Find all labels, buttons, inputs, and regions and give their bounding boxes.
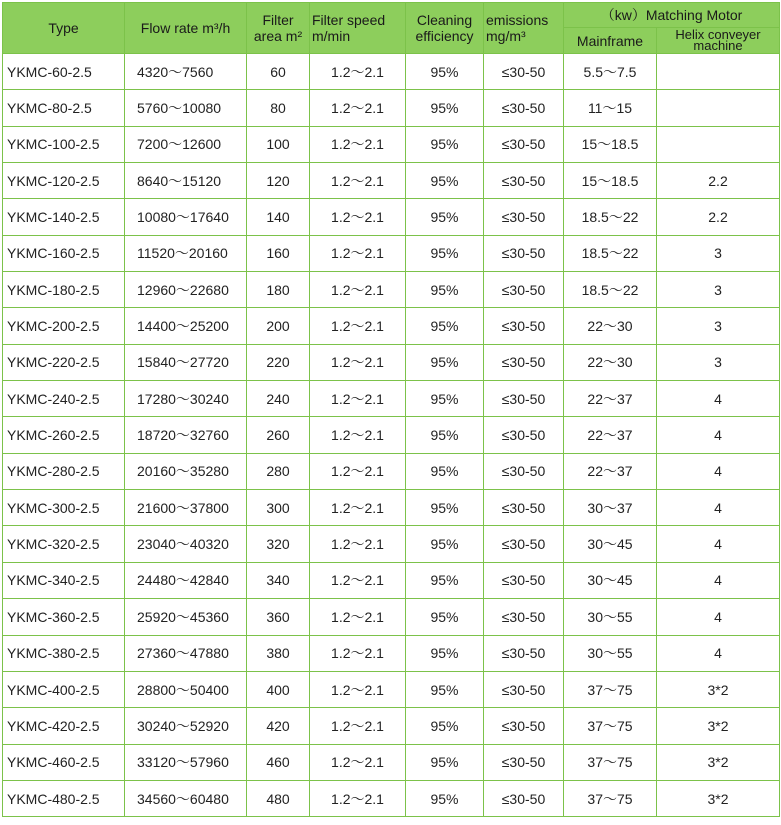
cell-type: YKMC-100-2.5 (3, 126, 125, 162)
cell-emissions: ≤30-50 (484, 453, 564, 489)
cell-type: YKMC-260-2.5 (3, 417, 125, 453)
cell-mainframe: 22～30 (564, 344, 657, 380)
cell-flow-rate: 18720～32760 (125, 417, 247, 453)
cell-emissions: ≤30-50 (484, 344, 564, 380)
cell-cleaning-efficiency: 95% (406, 635, 484, 671)
cell-mainframe: 22～37 (564, 417, 657, 453)
header-cleaning-line2: efficiency (415, 28, 474, 44)
cell-filter-area: 260 (247, 417, 310, 453)
table-row (3, 163, 780, 199)
cell-flow-rate: 27360～47880 (125, 635, 247, 671)
cell-emissions: ≤30-50 (484, 126, 564, 162)
cell-helix-conveyer: 3 (657, 344, 780, 380)
cell-filter-area: 240 (247, 381, 310, 417)
cell-filter-speed: 1.2～2.1 (310, 708, 406, 744)
cell-flow-rate: 20160～35280 (125, 453, 247, 489)
cell-flow-rate: 34560～60480 (125, 780, 247, 816)
cell-filter-area: 360 (247, 599, 310, 635)
cell-emissions: ≤30-50 (484, 635, 564, 671)
cell-filter-area: 200 (247, 308, 310, 344)
cell-emissions: ≤30-50 (484, 780, 564, 816)
cell-emissions: ≤30-50 (484, 417, 564, 453)
cell-mainframe: 18.5～22 (564, 235, 657, 271)
header-type: Type (3, 3, 125, 54)
cell-filter-area: 420 (247, 708, 310, 744)
cell-filter-speed: 1.2～2.1 (310, 490, 406, 526)
cell-cleaning-efficiency: 95% (406, 163, 484, 199)
cell-helix-conveyer: 3 (657, 235, 780, 271)
cell-type: YKMC-360-2.5 (3, 599, 125, 635)
cell-cleaning-efficiency: 95% (406, 526, 484, 562)
cell-helix-conveyer: 3 (657, 272, 780, 308)
cell-type: YKMC-80-2.5 (3, 90, 125, 126)
cell-mainframe: 11～15 (564, 90, 657, 126)
spec-table (2, 2, 780, 817)
cell-filter-speed: 1.2～2.1 (310, 126, 406, 162)
cell-emissions: ≤30-50 (484, 671, 564, 707)
table-row (3, 490, 780, 526)
cell-filter-area: 220 (247, 344, 310, 380)
cell-flow-rate: 12960～22680 (125, 272, 247, 308)
cell-flow-rate: 8640～15120 (125, 163, 247, 199)
cell-mainframe: 37～75 (564, 671, 657, 707)
cell-mainframe: 15～18.5 (564, 126, 657, 162)
cell-helix-conveyer: 4 (657, 490, 780, 526)
table-row (3, 744, 780, 780)
cell-helix-conveyer: 4 (657, 526, 780, 562)
cell-filter-speed: 1.2～2.1 (310, 635, 406, 671)
table-row (3, 671, 780, 707)
cell-filter-speed: 1.2～2.1 (310, 308, 406, 344)
cell-filter-speed: 1.2～2.1 (310, 54, 406, 90)
cell-mainframe: 30～45 (564, 562, 657, 598)
cell-filter-area: 120 (247, 163, 310, 199)
table-row (3, 453, 780, 489)
cell-flow-rate: 11520～20160 (125, 235, 247, 271)
cell-helix-conveyer (657, 126, 780, 162)
cell-filter-speed: 1.2～2.1 (310, 235, 406, 271)
cell-helix-conveyer: 2.2 (657, 199, 780, 235)
cell-filter-speed: 1.2～2.1 (310, 599, 406, 635)
header-flow-rate: Flow rate m³/h (125, 3, 247, 54)
cell-emissions: ≤30-50 (484, 90, 564, 126)
cell-helix-conveyer: 4 (657, 599, 780, 635)
cell-type: YKMC-320-2.5 (3, 526, 125, 562)
cell-cleaning-efficiency: 95% (406, 90, 484, 126)
cell-filter-speed: 1.2～2.1 (310, 671, 406, 707)
cell-emissions: ≤30-50 (484, 599, 564, 635)
cell-flow-rate: 17280～30240 (125, 381, 247, 417)
cell-cleaning-efficiency: 95% (406, 562, 484, 598)
cell-flow-rate: 15840～27720 (125, 344, 247, 380)
cell-type: YKMC-60-2.5 (3, 54, 125, 90)
table-body (3, 54, 780, 817)
cell-cleaning-efficiency: 95% (406, 199, 484, 235)
cell-helix-conveyer: 3 (657, 308, 780, 344)
header-filter-speed-line2: m/min (312, 28, 351, 44)
cell-flow-rate: 5760～10080 (125, 90, 247, 126)
header-matching-motor: （kw）Matching Motor (564, 3, 780, 28)
cell-type: YKMC-160-2.5 (3, 235, 125, 271)
table-row (3, 90, 780, 126)
header-filter-speed (310, 3, 406, 54)
cell-filter-area: 460 (247, 744, 310, 780)
cell-helix-conveyer: 3*2 (657, 671, 780, 707)
header-emissions-line1: emissions (486, 12, 549, 28)
header-emissions-line2: mg/m³ (486, 28, 526, 44)
cell-type: YKMC-420-2.5 (3, 708, 125, 744)
cell-cleaning-efficiency: 95% (406, 453, 484, 489)
cell-filter-area: 180 (247, 272, 310, 308)
cell-helix-conveyer: 4 (657, 453, 780, 489)
cell-filter-speed: 1.2～2.1 (310, 381, 406, 417)
cell-mainframe: 30～55 (564, 599, 657, 635)
cell-emissions: ≤30-50 (484, 308, 564, 344)
cell-cleaning-efficiency: 95% (406, 417, 484, 453)
cell-filter-speed: 1.2～2.1 (310, 199, 406, 235)
cell-filter-area: 100 (247, 126, 310, 162)
cell-type: YKMC-200-2.5 (3, 308, 125, 344)
header-mainframe: Mainframe (564, 28, 657, 54)
cell-type: YKMC-140-2.5 (3, 199, 125, 235)
cell-type: YKMC-480-2.5 (3, 780, 125, 816)
cell-flow-rate: 28800～50400 (125, 671, 247, 707)
cell-filter-speed: 1.2～2.1 (310, 526, 406, 562)
cell-flow-rate: 23040～40320 (125, 526, 247, 562)
cell-flow-rate: 24480～42840 (125, 562, 247, 598)
cell-type: YKMC-380-2.5 (3, 635, 125, 671)
cell-helix-conveyer: 3*2 (657, 744, 780, 780)
cell-filter-speed: 1.2～2.1 (310, 90, 406, 126)
cell-mainframe: 22～37 (564, 381, 657, 417)
cell-cleaning-efficiency: 95% (406, 235, 484, 271)
cell-emissions: ≤30-50 (484, 744, 564, 780)
table-row (3, 126, 780, 162)
cell-mainframe: 30～55 (564, 635, 657, 671)
header-helix-line1: Helix conveyer (675, 27, 761, 42)
cell-mainframe: 37～75 (564, 744, 657, 780)
cell-cleaning-efficiency: 95% (406, 780, 484, 816)
header-filter-area-line1: Filter (262, 12, 294, 28)
cell-mainframe: 15～18.5 (564, 163, 657, 199)
cell-filter-area: 320 (247, 526, 310, 562)
cell-type: YKMC-180-2.5 (3, 272, 125, 308)
cell-mainframe: 37～75 (564, 708, 657, 744)
header-cleaning-line1: Cleaning (416, 12, 473, 28)
cell-mainframe: 18.5～22 (564, 272, 657, 308)
cell-type: YKMC-300-2.5 (3, 490, 125, 526)
cell-mainframe: 22～37 (564, 453, 657, 489)
cell-type: YKMC-280-2.5 (3, 453, 125, 489)
cell-filter-speed: 1.2～2.1 (310, 344, 406, 380)
cell-type: YKMC-240-2.5 (3, 381, 125, 417)
cell-cleaning-efficiency: 95% (406, 381, 484, 417)
cell-emissions: ≤30-50 (484, 562, 564, 598)
cell-filter-area: 480 (247, 780, 310, 816)
header-cleaning-efficiency (406, 3, 484, 54)
cell-flow-rate: 10080～17640 (125, 199, 247, 235)
table-row (3, 562, 780, 598)
cell-cleaning-efficiency: 95% (406, 708, 484, 744)
table-row (3, 526, 780, 562)
cell-filter-area: 80 (247, 90, 310, 126)
cell-cleaning-efficiency: 95% (406, 490, 484, 526)
cell-flow-rate: 7200～12600 (125, 126, 247, 162)
cell-mainframe: 37～75 (564, 780, 657, 816)
cell-filter-speed: 1.2～2.1 (310, 780, 406, 816)
cell-helix-conveyer: 4 (657, 635, 780, 671)
cell-filter-speed: 1.2～2.1 (310, 744, 406, 780)
cell-emissions: ≤30-50 (484, 490, 564, 526)
cell-cleaning-efficiency: 95% (406, 54, 484, 90)
cell-filter-area: 280 (247, 453, 310, 489)
cell-type: YKMC-340-2.5 (3, 562, 125, 598)
cell-helix-conveyer (657, 90, 780, 126)
cell-filter-area: 340 (247, 562, 310, 598)
cell-filter-area: 300 (247, 490, 310, 526)
table-row (3, 599, 780, 635)
cell-type: YKMC-220-2.5 (3, 344, 125, 380)
cell-helix-conveyer: 2.2 (657, 163, 780, 199)
cell-emissions: ≤30-50 (484, 381, 564, 417)
cell-emissions: ≤30-50 (484, 199, 564, 235)
cell-flow-rate: 4320～7560 (125, 54, 247, 90)
table-row (3, 272, 780, 308)
cell-mainframe: 18.5～22 (564, 199, 657, 235)
cell-mainframe: 22～30 (564, 308, 657, 344)
cell-filter-speed: 1.2～2.1 (310, 562, 406, 598)
cell-type: YKMC-120-2.5 (3, 163, 125, 199)
header-filter-area-line2: area m² (253, 28, 303, 44)
cell-filter-area: 160 (247, 235, 310, 271)
header-helix-conveyer (657, 28, 780, 54)
table-row (3, 381, 780, 417)
table-row (3, 199, 780, 235)
cell-cleaning-efficiency: 95% (406, 272, 484, 308)
cell-flow-rate: 14400～25200 (125, 308, 247, 344)
cell-helix-conveyer: 4 (657, 381, 780, 417)
cell-helix-conveyer: 4 (657, 417, 780, 453)
table-row (3, 417, 780, 453)
cell-helix-conveyer: 3*2 (657, 708, 780, 744)
cell-cleaning-efficiency: 95% (406, 126, 484, 162)
cell-flow-rate: 30240～52920 (125, 708, 247, 744)
cell-cleaning-efficiency: 95% (406, 744, 484, 780)
header-filter-speed-line1: Filter speed (312, 12, 386, 28)
cell-mainframe: 30～45 (564, 526, 657, 562)
cell-filter-speed: 1.2～2.1 (310, 417, 406, 453)
cell-emissions: ≤30-50 (484, 272, 564, 308)
cell-type: YKMC-460-2.5 (3, 744, 125, 780)
cell-filter-area: 140 (247, 199, 310, 235)
cell-filter-speed: 1.2～2.1 (310, 163, 406, 199)
header-helix-line2: machine (693, 38, 743, 53)
cell-filter-area: 60 (247, 54, 310, 90)
table-row (3, 344, 780, 380)
cell-type: YKMC-400-2.5 (3, 671, 125, 707)
table-row (3, 308, 780, 344)
header-filter-area (247, 3, 310, 54)
cell-mainframe: 5.5～7.5 (564, 54, 657, 90)
cell-emissions: ≤30-50 (484, 54, 564, 90)
cell-flow-rate: 25920～45360 (125, 599, 247, 635)
table-row (3, 635, 780, 671)
cell-helix-conveyer (657, 54, 780, 90)
cell-filter-area: 380 (247, 635, 310, 671)
cell-cleaning-efficiency: 95% (406, 308, 484, 344)
table-row (3, 780, 780, 816)
cell-filter-speed: 1.2～2.1 (310, 453, 406, 489)
table-row (3, 54, 780, 90)
cell-cleaning-efficiency: 95% (406, 671, 484, 707)
cell-emissions: ≤30-50 (484, 163, 564, 199)
table-row (3, 235, 780, 271)
cell-emissions: ≤30-50 (484, 526, 564, 562)
table-row (3, 708, 780, 744)
cell-cleaning-efficiency: 95% (406, 599, 484, 635)
cell-mainframe: 30～37 (564, 490, 657, 526)
cell-helix-conveyer: 3*2 (657, 780, 780, 816)
cell-helix-conveyer: 4 (657, 562, 780, 598)
cell-emissions: ≤30-50 (484, 235, 564, 271)
cell-flow-rate: 21600～37800 (125, 490, 247, 526)
cell-filter-speed: 1.2～2.1 (310, 272, 406, 308)
cell-emissions: ≤30-50 (484, 708, 564, 744)
header-emissions (484, 3, 564, 54)
table-header (3, 3, 780, 54)
cell-cleaning-efficiency: 95% (406, 344, 484, 380)
cell-filter-area: 400 (247, 671, 310, 707)
cell-flow-rate: 33120～57960 (125, 744, 247, 780)
